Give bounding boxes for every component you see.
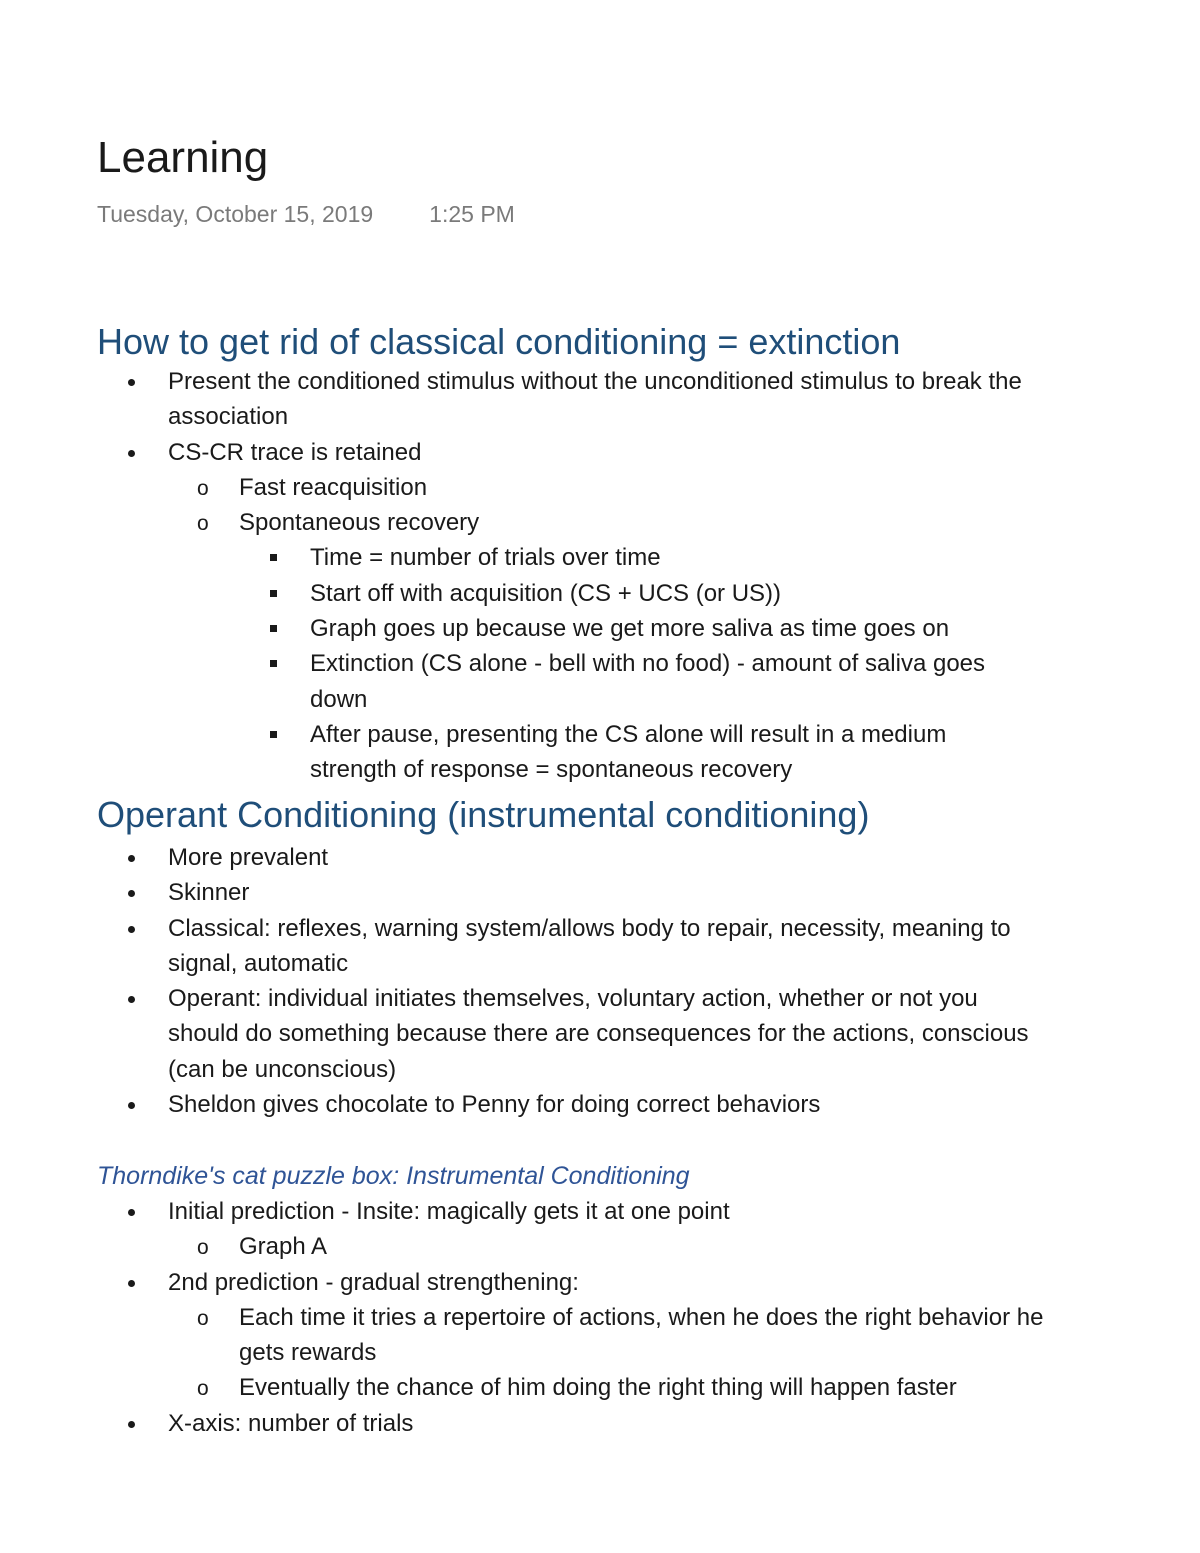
- list-item: More prevalent: [0, 840, 1200, 875]
- list-item: 2nd prediction - gradual strengthening:: [0, 1265, 1200, 1300]
- page-date: Tuesday, October 15, 2019: [97, 201, 374, 227]
- bullet-disc-icon: [128, 435, 138, 470]
- bullet-disc-icon: [128, 875, 138, 910]
- bullet-disc-icon: [128, 1265, 138, 1300]
- operant-list: [0, 840, 1200, 1122]
- thorndike-list: [0, 1194, 1200, 1441]
- section-heading-operant: Operant Conditioning (instrumental conditioning): [97, 794, 870, 835]
- section-heading-extinction: How to get rid of classical conditioning = extinction: [97, 321, 901, 362]
- bullet-disc-icon: [128, 1194, 138, 1229]
- page-title: Learning: [97, 133, 269, 182]
- page-time: 1:25 PM: [429, 201, 515, 227]
- list-item: o Graph A: [0, 1229, 1200, 1264]
- list-item: Extinction (CS alone - bell with no food) - amount of saliva goes down: [0, 646, 1200, 717]
- bullet-disc-icon: [128, 840, 138, 875]
- bullet-square-icon: [270, 646, 280, 681]
- bullet-circle-icon: o: [197, 1306, 209, 1330]
- list-item: CS-CR trace is retained: [0, 435, 1200, 470]
- bullet-disc-icon: [128, 981, 138, 1016]
- bullet-square-icon: [270, 540, 280, 575]
- bullet-circle-icon: o: [197, 1377, 209, 1401]
- bullet-circle-icon: o: [197, 476, 209, 500]
- list-item: o Eventually the chance of him doing the right thing will happen faster: [0, 1370, 1200, 1405]
- list-item: o Fast reacquisition: [0, 470, 1200, 505]
- bullet-circle-icon: o: [197, 1236, 209, 1260]
- list-item: o Each time it tries a repertoire of actions, when he does the right behavior he gets rewards: [0, 1300, 1200, 1371]
- list-item: Time = number of trials over time: [0, 540, 1200, 575]
- bullet-square-icon: [270, 611, 280, 646]
- list-item: Graph goes up because we get more saliva as time goes on: [0, 611, 1200, 646]
- bullet-disc-icon: [128, 1087, 138, 1122]
- bullet-circle-icon: o: [197, 512, 209, 536]
- list-item: Sheldon gives chocolate to Penny for doing correct behaviors: [0, 1087, 1200, 1122]
- list-item: Start off with acquisition (CS + UCS (or US)): [0, 576, 1200, 611]
- list-item: Skinner: [0, 875, 1200, 910]
- bullet-square-icon: [270, 717, 280, 752]
- list-item: X-axis: number of trials: [0, 1406, 1200, 1441]
- list-item: Classical: reflexes, warning system/allows body to repair, necessity, meaning to signal, automatic: [0, 911, 1200, 982]
- list-item: Present the conditioned stimulus without the unconditioned stimulus to break the association: [0, 364, 1200, 435]
- list-item: Initial prediction - Insite: magically gets it at one point: [0, 1194, 1200, 1229]
- list-item: Operant: individual initiates themselves, voluntary action, whether or not you should do something because there are consequences for the actions, conscious (can be unconscious): [0, 981, 1200, 1087]
- section-heading-thorndike: Thorndike's cat puzzle box: Instrumental Conditioning: [97, 1162, 690, 1190]
- list-item: After pause, presenting the CS alone will result in a medium strength of response = spontaneous recovery: [0, 717, 1200, 788]
- extinction-list: [0, 364, 1200, 788]
- page-date-time: [97, 200, 515, 228]
- bullet-disc-icon: [128, 911, 138, 946]
- bullet-square-icon: [270, 576, 280, 611]
- bullet-disc-icon: [128, 364, 138, 399]
- list-item: o Spontaneous recovery: [0, 505, 1200, 540]
- bullet-disc-icon: [128, 1406, 138, 1441]
